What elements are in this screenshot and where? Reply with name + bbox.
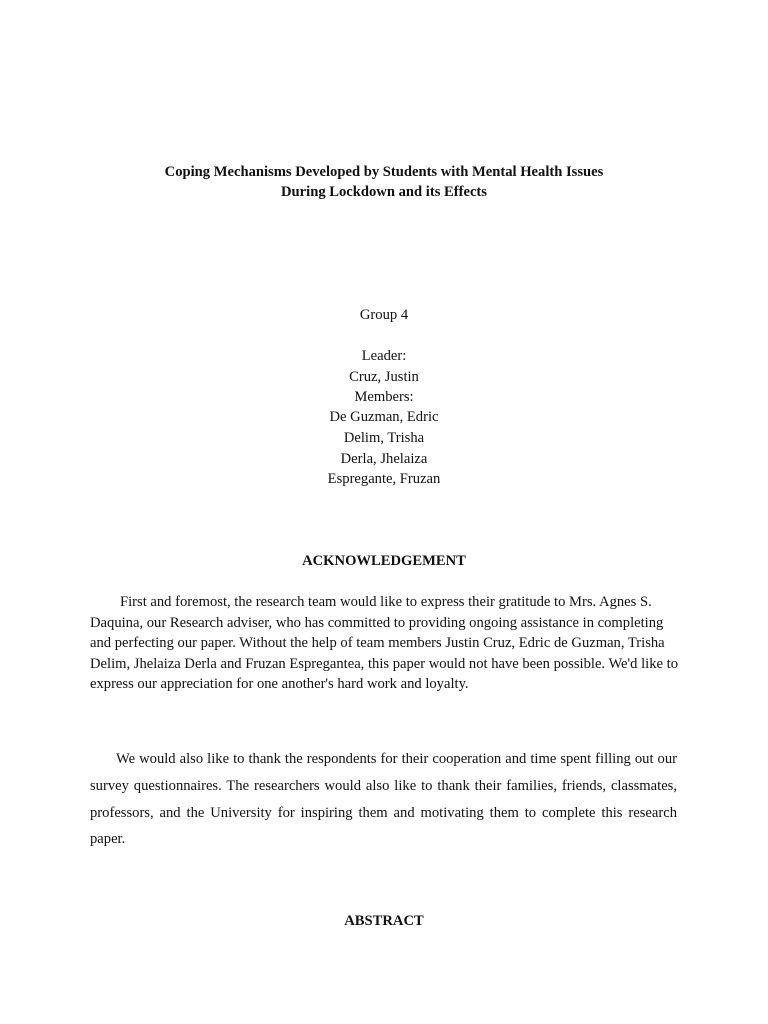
member-name: De Guzman, Edric: [329, 409, 439, 425]
acknowledgement-heading: ACKNOWLEDGEMENT: [302, 553, 466, 569]
paper-title-line-1: Coping Mechanisms Developed by Students with Mental Health Issues: [164, 164, 604, 180]
group-name: Group 4: [359, 307, 409, 323]
acknowledgement-paragraph-2: We would also like to thank the respondents for their cooperation and time spent filling out our survey questionnaires. The researchers would also like to thank their families, friends, classmates, professors, and the University for inspiring them and motivating them to complete this research paper.: [90, 751, 677, 848]
member-name: Delim, Trisha: [343, 430, 425, 446]
abstract-heading: ABSTRACT: [344, 913, 424, 929]
leader-label: Leader:: [361, 348, 407, 364]
paper-title-line-2: During Lockdown and its Effects: [281, 184, 487, 200]
member-name: Derla, Jhelaiza: [340, 451, 428, 467]
members-label: Members:: [354, 389, 414, 405]
acknowledgement-paragraph-1: First and foremost, the research team would like to express their gratitude to Mrs. Agnes S. Daquina, our Research adviser, who has committed to providing ongoing assistance in completing and perfecting our paper. Without the help of team members Justin Cruz, Edric de Guzman, Trisha Delim, Jhelaiza Derla and Fruzan Espregantea, this paper would not have been possible. We'd like to express our appreciation for one another's hard work and loyalty.: [90, 594, 678, 692]
leader-name: Cruz, Justin: [349, 369, 419, 385]
member-name: Espregante, Fruzan: [327, 471, 441, 487]
